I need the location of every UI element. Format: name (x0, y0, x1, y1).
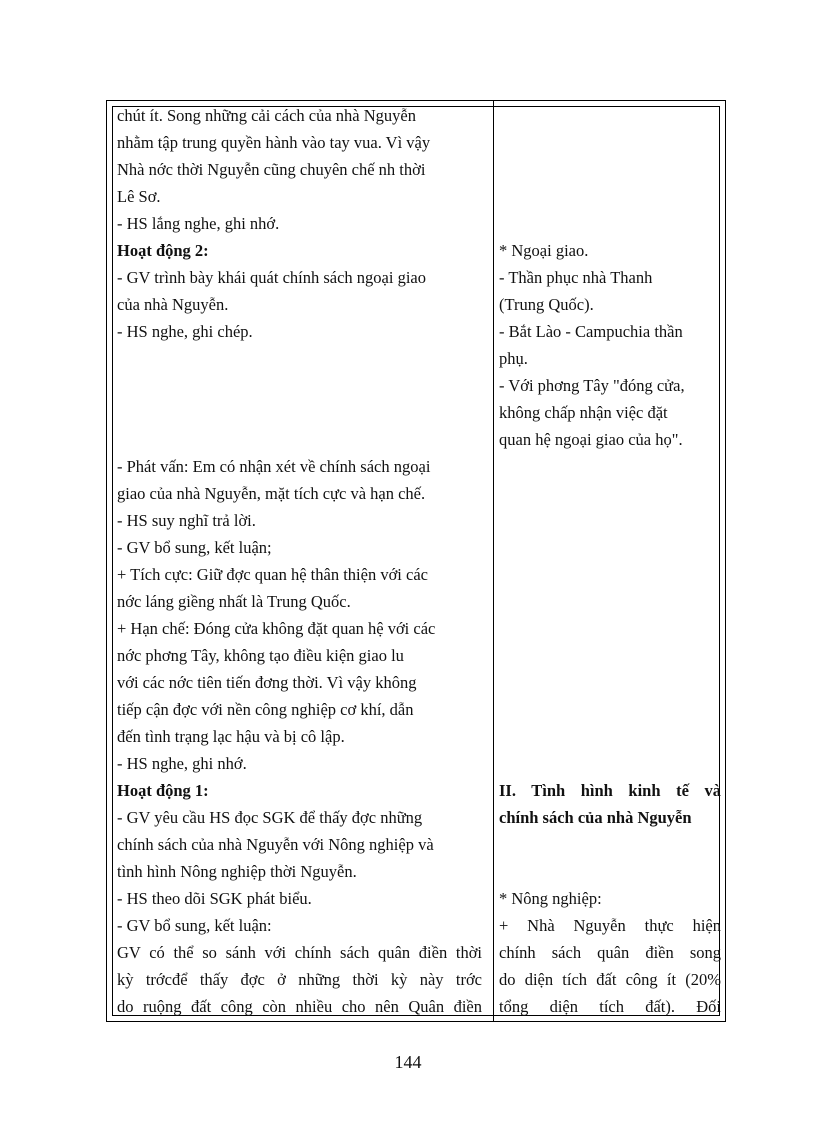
activity-text-line: với các nớc tiên tiến đơng thời. Vì vậy không (117, 673, 417, 692)
content-heading: chính sách của nhà Nguyễn (499, 808, 692, 827)
activity-text-line: nhằm tập trung quyền hành vào tay vua. Vì vậy (117, 133, 431, 152)
content-text-line: + Nhà Nguyễn thực hiện (499, 916, 721, 935)
content-text-line: chính sách quân điền song (499, 943, 721, 962)
activity-text-line: nớc phơng Tây, không tạo điều kiện giao lu (117, 646, 404, 665)
activity-text-line: + Hạn chế: Đóng cửa không đặt quan hệ với các (117, 619, 436, 638)
activity-text-line: Lê Sơ. (117, 187, 161, 206)
content-text-line: - Bắt Lào - Campuchia thần (499, 322, 683, 341)
activity-text-line: - GV trình bày khái quát chính sách ngoại giao (117, 268, 426, 287)
activity-text-line: tình hình Nông nghiệp thời Nguyễn. (117, 862, 357, 881)
content-text-line: * Nông nghiệp: (499, 889, 602, 908)
activity-text-line: - GV yêu cầu HS đọc SGK để thấy đợc những (117, 808, 423, 827)
activity-text-line: - HS nghe, ghi nhớ. (117, 754, 247, 773)
column-divider (493, 101, 494, 1021)
activity-heading: Hoạt động 2: (117, 241, 209, 260)
activity-text-line: giao của nhà Nguyễn, mặt tích cực và hạn chế. (117, 484, 426, 503)
activity-text-line: của nhà Nguyễn. (117, 295, 229, 314)
activity-text-line: - GV bổ sung, kết luận: (117, 916, 272, 935)
activity-text-line: kỳ trớcđể thấy đợc ở những thời kỳ này trớc (117, 970, 482, 989)
activity-text-line: - GV bổ sung, kết luận; (117, 538, 272, 557)
activity-text-line: - HS suy nghĩ trả lời. (117, 511, 256, 530)
activity-text-line: GV có thể so sánh với chính sách quân điền thời (117, 943, 482, 962)
content-text-line: * Ngoại giao. (499, 241, 589, 260)
content-text-line: (Trung Quốc). (499, 295, 594, 314)
activity-text-line: - HS nghe, ghi chép. (117, 322, 253, 341)
activity-heading: Hoạt động 1: (117, 781, 209, 800)
activity-text-line: chút ít. Song những cải cách của nhà Nguyễn (117, 106, 416, 125)
activity-text-line: tiếp cận đợc với nền công nghiệp cơ khí, dẫn (117, 700, 414, 719)
activity-text-line: do ruộng đất công còn nhiều cho nên Quân điền (117, 997, 482, 1016)
content-text-line: - Thần phục nhà Thanh (499, 268, 653, 287)
activity-text-line: đến tình trạng lạc hậu và bị cô lập. (117, 727, 345, 746)
content-text-line: tổng diện tích đất). Đối (499, 997, 721, 1016)
activity-text-line: Nhà nớc thời Nguyễn cũng chuyên chế nh thời (117, 160, 426, 179)
activity-text-line: - Phát vấn: Em có nhận xét về chính sách ngoại (117, 457, 431, 476)
activity-text-line: - HS lắng nghe, ghi nhớ. (117, 214, 280, 233)
activity-text-line: chính sách của nhà Nguyễn với Nông nghiệp và (117, 835, 434, 854)
content-text-line: quan hệ ngoại giao của họ". (499, 430, 683, 449)
activity-text-line: nớc láng giềng nhất là Trung Quốc. (117, 592, 351, 611)
content-text-line: không chấp nhận việc đặt (499, 403, 668, 422)
activity-text-line: + Tích cực: Giữ đợc quan hệ thân thiện với các (117, 565, 428, 584)
content-text-line: phụ. (499, 349, 528, 368)
page-number: 144 (394, 1052, 422, 1072)
lesson-table (106, 100, 726, 1022)
content-text-line: do diện tích đất công ít (20% (499, 970, 721, 989)
content-heading: II. Tình hình kinh tế và (499, 781, 721, 800)
activity-text-line: - HS theo dõi SGK phát biểu. (117, 889, 312, 908)
content-text-line: - Với phơng Tây "đóng cửa, (499, 376, 685, 395)
